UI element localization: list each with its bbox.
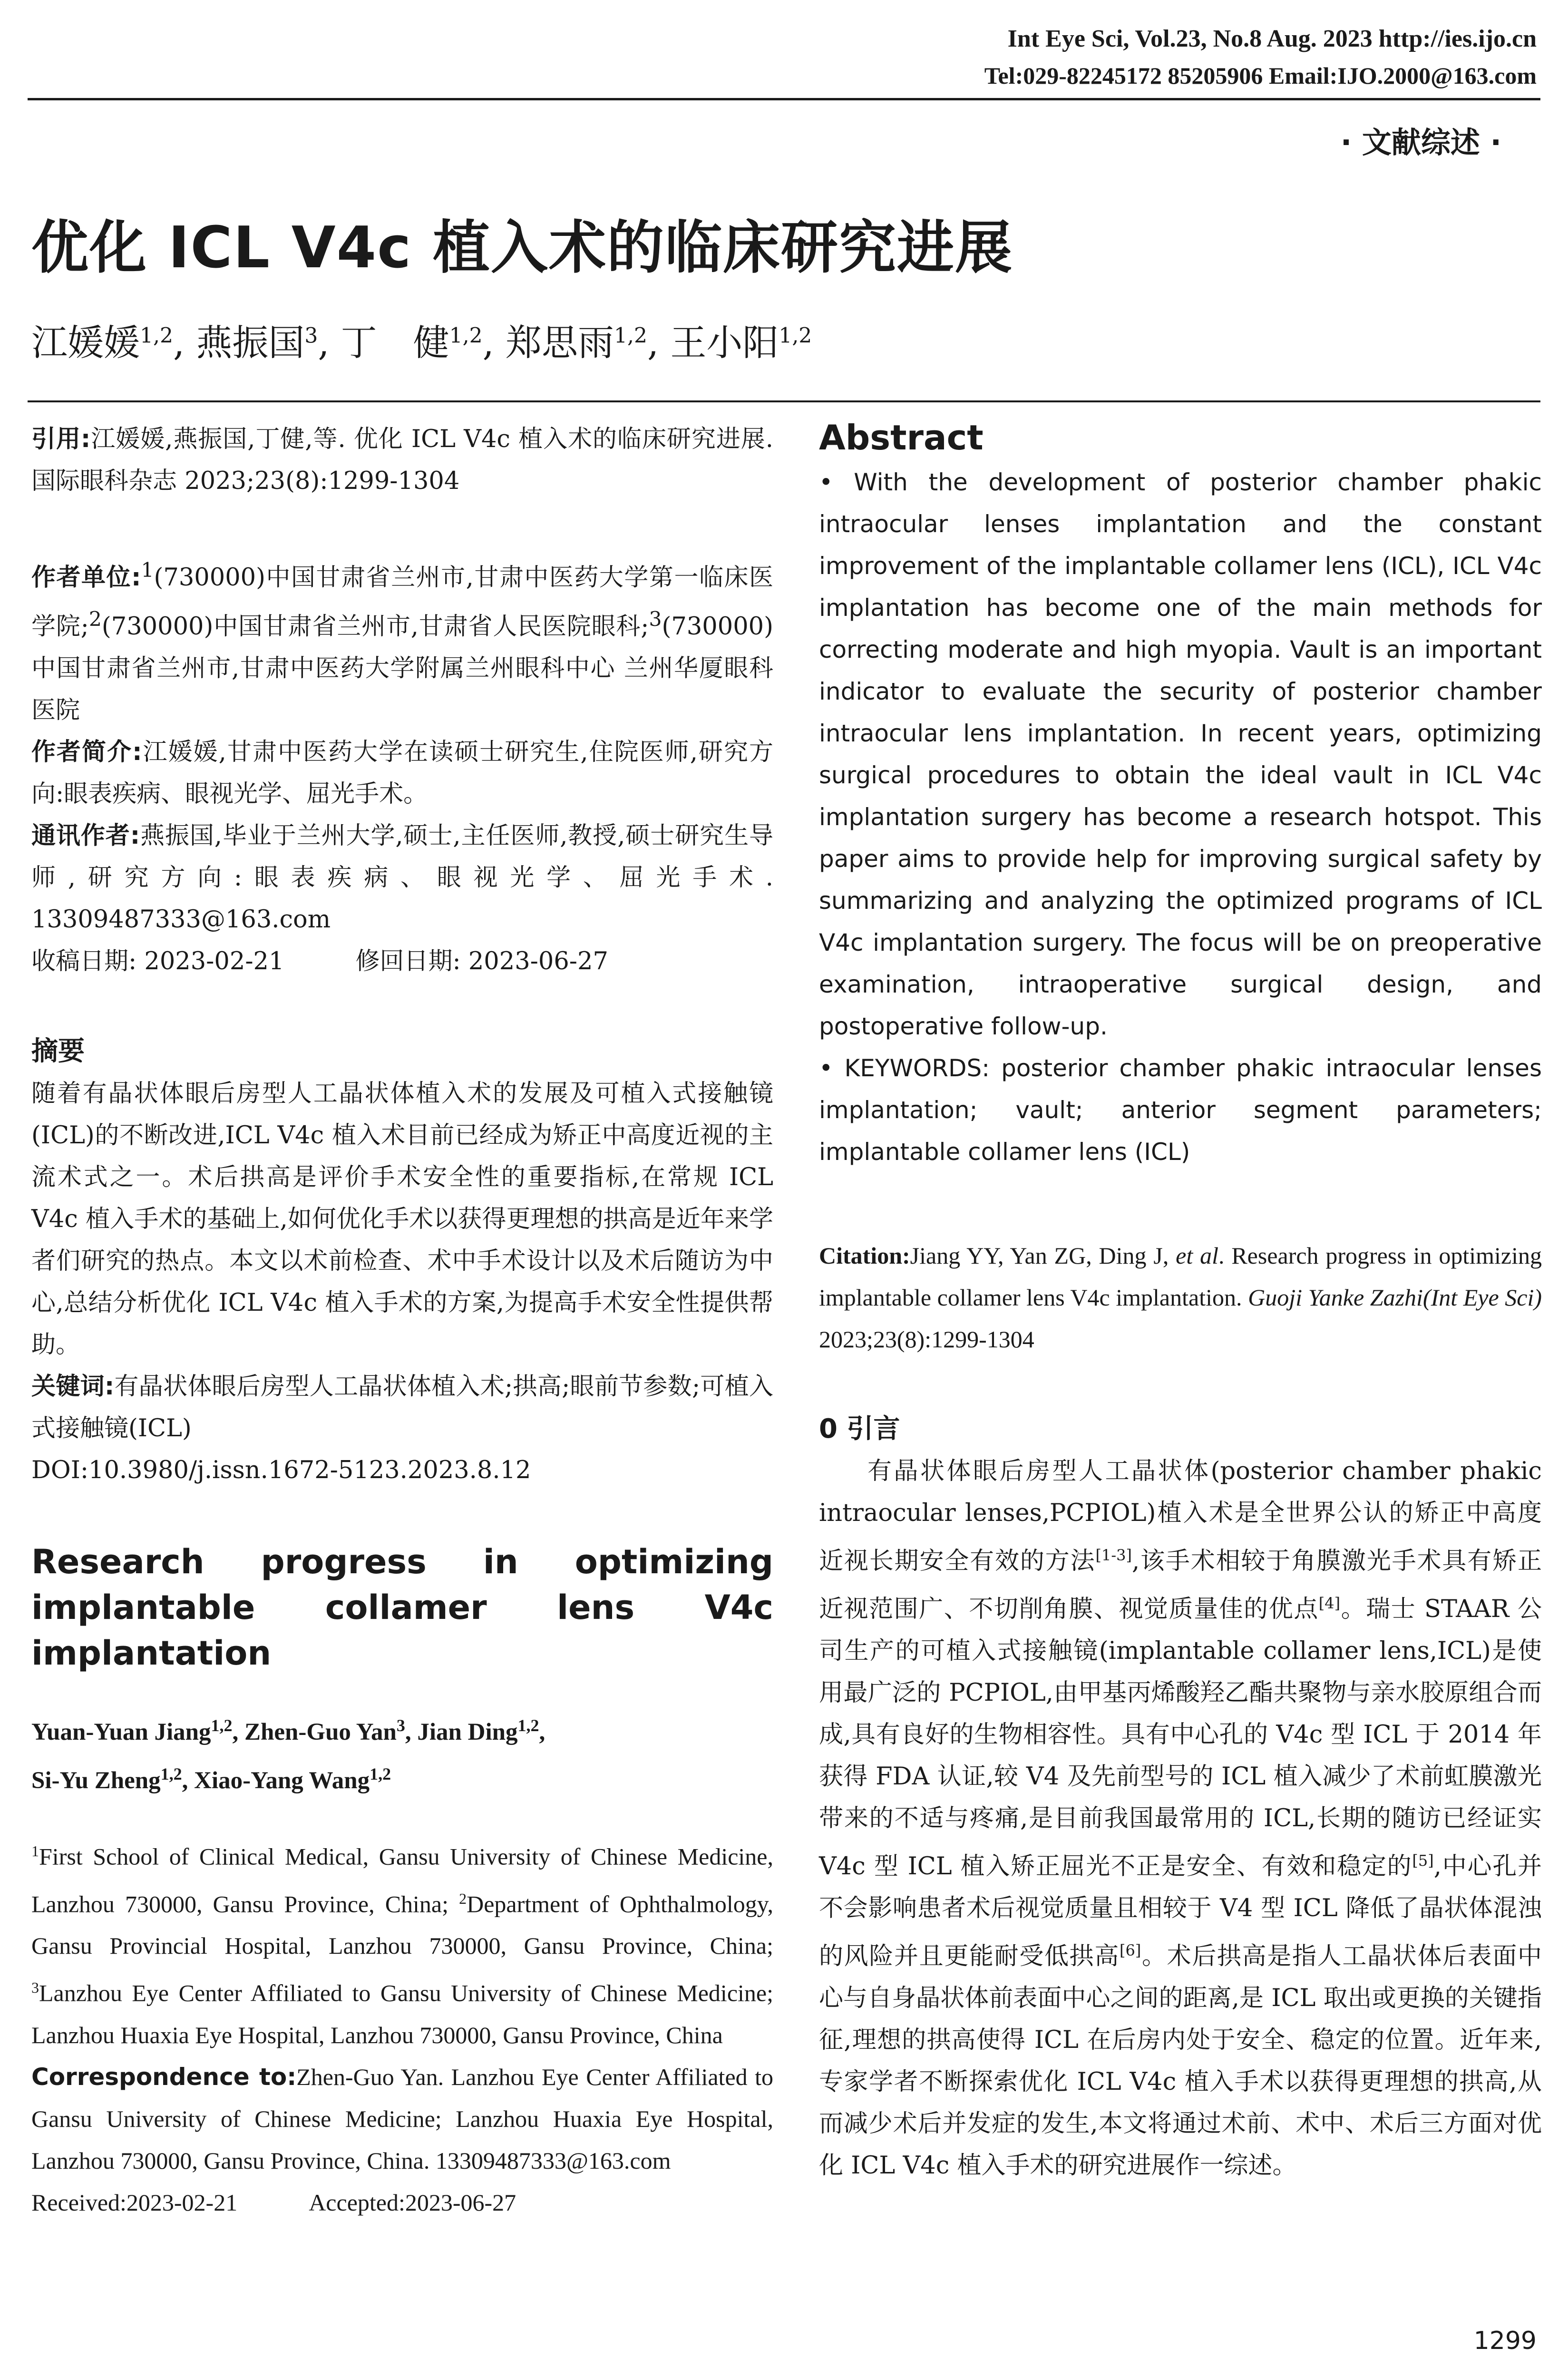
author-en-sup: 1,2 bbox=[517, 1716, 539, 1735]
dates-en bbox=[31, 2182, 773, 2223]
article-title: 优化 ICL V4c 植入术的临床研究进展 bbox=[31, 215, 1013, 281]
reference-marker: [1-3] bbox=[1095, 1546, 1132, 1564]
introduction-heading: 0 引言 bbox=[819, 1413, 900, 1444]
doi: DOI:10.3980/j.issn.1672-5123.2023.8.12 bbox=[31, 1456, 531, 1484]
author-en-sup: 3 bbox=[396, 1716, 405, 1735]
affiliation-en-sup: 2 bbox=[459, 1890, 467, 1907]
author-affiliation-sup: 3 bbox=[304, 323, 318, 348]
citation-cn-label: 引用: bbox=[31, 425, 91, 453]
author-bio-label: 作者简介: bbox=[31, 738, 142, 766]
header-rule bbox=[28, 98, 1540, 100]
affiliation-sup: 3 bbox=[649, 608, 662, 631]
affiliation-en-sup: 3 bbox=[31, 1979, 39, 1997]
author-separator: , bbox=[647, 321, 659, 364]
author-en-sup: 1,2 bbox=[370, 1764, 391, 1783]
author-bio bbox=[31, 731, 773, 815]
intro-text: 。术后拱高是指人工晶状体后表面中心与自身晶状体前表面中心之间的距离,是 ICL 取出或更换的关键指征,理想的拱高使得 ICL 在后房内处于安全、稳定的位置。近年来,专家学者不断探索优化 ICL V4c 植入手术以获得更理想的拱高,从而减少术后并发症的发生,本文将通过术前、术中、术后三方面对优化 ICL V4c 植入手术的研究进展作一综述。 bbox=[819, 1942, 1542, 2180]
abstract-en-heading: Abstract bbox=[819, 418, 984, 458]
corresponding-author-cn-label: 通讯作者: bbox=[31, 822, 140, 850]
intro-text: 有晶状体眼后房型人工晶状体(posterior chamber phakic intraocular lenses,PCPIOL)植入术是全世界公认的矫正中高度近视长期安全有效的方法 bbox=[819, 1457, 1542, 1575]
author-en-name: Jian Ding bbox=[417, 1719, 518, 1745]
left-column bbox=[31, 419, 773, 2223]
citation-en-etal: et al bbox=[1176, 1242, 1218, 1269]
title-rule bbox=[28, 400, 1540, 402]
corresponding-author-cn-text: 燕振国,毕业于兰州大学,硕士,主任医师,教授,硕士研究生导师,研究方向:眼表疾病、眼视光学、屈光手术. 13309487333@163.com bbox=[31, 822, 773, 934]
keywords-cn bbox=[31, 1366, 773, 1450]
keywords-cn-label: 关键词: bbox=[31, 1373, 115, 1401]
author-separator: , bbox=[318, 321, 330, 364]
citation-cn-text: 江媛媛,燕振国,丁健,等. 优化 ICL V4c 植入术的临床研究进展. 国际眼科杂志 2023;23(8):1299-1304 bbox=[31, 425, 773, 495]
affiliation-en-text: Department of Ophthalmology, Gansu Provincial Hospital, Lanzhou 730000, Gansu Province, China; bbox=[31, 1890, 774, 1959]
keywords-cn-text: 有晶状体眼后房型人工晶状体植入术;拱高;眼前节参数;可植入式接触镜(ICL) bbox=[31, 1373, 773, 1442]
author-en-name: Xiao-Yang Wang bbox=[194, 1767, 370, 1794]
affiliation-sup: 1 bbox=[141, 559, 154, 582]
author-en-separator: , bbox=[405, 1719, 418, 1745]
received-date-cn: 收稿日期: 2023-02-21 bbox=[31, 947, 284, 975]
affiliation-text: (730000)中国甘肃省兰州市,甘肃中医药大学第一临床医学院; bbox=[31, 564, 773, 641]
page-number: 1299 bbox=[1473, 2327, 1537, 2355]
right-column bbox=[819, 414, 1542, 2187]
author-affiliation-sup: 1,2 bbox=[614, 323, 647, 348]
author-separator: , bbox=[482, 321, 494, 364]
correspondence-en-text: Zhen-Guo Yan. Lanzhou Eye Center Affiliated to Gansu University of Chinese Medicine; Lanzhou Huaxia Eye Hospital, Lanzhou 730000, Gansu Province, China. 13309487333@163.com bbox=[31, 2063, 773, 2174]
reference-marker: [6] bbox=[1120, 1941, 1141, 1959]
author-bio-text: 江媛媛,甘肃中医药大学在读硕士研究生,住院医师,研究方向:眼表疾病、眼视光学、屈光手术。 bbox=[31, 738, 773, 808]
author-name: 燕振国 bbox=[196, 321, 305, 364]
correspondence-en bbox=[31, 2056, 773, 2182]
author-name: 王小阳 bbox=[670, 321, 779, 364]
author-name: 丁 健 bbox=[341, 321, 449, 364]
accepted-date-en: Accepted:2023-06-27 bbox=[309, 2189, 516, 2216]
correspondence-en-label: Correspondence to: bbox=[31, 2063, 297, 2091]
intro-text: ,中心孔并不会影响患者术后视觉质量且相较于 V4 型 ICL 降低了晶状体混浊的风险并且更能耐受低拱高 bbox=[819, 1852, 1542, 1970]
authors-cn bbox=[31, 314, 812, 366]
reference-marker: [5] bbox=[1412, 1851, 1434, 1870]
abstract-cn-heading: 摘要 bbox=[31, 1036, 85, 1067]
author-separator: , bbox=[173, 321, 185, 364]
citation-cn bbox=[31, 419, 773, 502]
author-en-name: Zhen-Guo Yan bbox=[244, 1719, 397, 1745]
revised-date-cn: 修回日期: 2023-06-27 bbox=[355, 947, 608, 975]
introduction-text bbox=[819, 1451, 1542, 2187]
affiliation-sup: 2 bbox=[88, 608, 102, 631]
author-en-separator: , bbox=[232, 1719, 245, 1745]
abstract-en-text: • With the development of posterior chamber phakic intraocular lenses implantation and the constant improvement of the implantable collamer lens (ICL), ICL V4c implantation has become one of the main methods for correcting moderate and high myopia. Vault is an important indicator to evaluate the security of posterior chamber intraocular lens implantation. In recent years, optimizing surgical procedures to obtain the ideal vault in ICL V4c implantation surgery has become a research hotspot. This paper aims to provide help for improving surgical safety by summarizing and analyzing the optimized programs of ICL V4c implantation surgery. The focus will be on preoperative examination, intraoperative surgical design, and postoperative follow-up. bbox=[819, 468, 1542, 1040]
citation-en-journal: Guoji Yanke Zazhi(Int Eye Sci) bbox=[1248, 1284, 1542, 1311]
author-en-sup: 1,2 bbox=[160, 1764, 182, 1783]
affiliation-cn-label: 作者单位: bbox=[31, 564, 141, 592]
author-en-sup: 1,2 bbox=[211, 1716, 233, 1735]
affiliation-en-text: Lanzhou Eye Center Affiliated to Gansu University of Chinese Medicine; Lanzhou Huaxia Eye Hospital, Lanzhou 730000, Gansu Province, China bbox=[31, 1979, 773, 2048]
column-tag: · 文献综述 · bbox=[1340, 125, 1501, 160]
citation-en-text: . Research progress in optimizing implantable collamer lens V4c implantation. bbox=[819, 1242, 1542, 1311]
citation-en-text: Jiang YY, Yan ZG, Ding J, bbox=[910, 1242, 1176, 1269]
citation-en bbox=[819, 1235, 1542, 1360]
author-affiliation-sup: 1,2 bbox=[140, 323, 173, 348]
author-affiliation-sup: 1,2 bbox=[779, 323, 812, 348]
contact-info-line: Tel:029-82245172 85205906 Email:IJO.2000@163.com bbox=[984, 62, 1537, 89]
author-name: 郑思雨 bbox=[506, 321, 614, 364]
author-en-name: Si-Yu Zheng bbox=[31, 1767, 161, 1794]
corresponding-author-cn bbox=[31, 815, 773, 941]
received-date-en: Received:2023-02-21 bbox=[31, 2189, 238, 2216]
author-en-separator: , bbox=[182, 1767, 195, 1794]
affiliation-en-text: First School of Clinical Medical, Gansu University of Chinese Medicine, Lanzhou 730000, Gansu Province, China; bbox=[31, 1843, 773, 1918]
journal-info-line: Int Eye Sci, Vol.23, No.8 Aug. 2023 http://ies.ijo.cn bbox=[1007, 25, 1537, 52]
intro-text: 。瑞士 STAAR 公司生产的可植入式接触镜(implantable collamer lens,ICL)是使用最广泛的 PCPIOL,由甲基丙烯酸羟乙酯共聚物与亲水胶原组合而成,具有良好的生物相容性。具有中心孔的 V4c 型 ICL 于 2014 年获得 FDA 认证,较 V4 及先前型号的 ICL 植入减少了术前虹膜激光带来的不适与疼痛,是目前我国最常用的 ICL,长期的随访已经证实 V4c 型 ICL 植入矫正屈光不正是安全、有效和稳定的 bbox=[819, 1595, 1542, 1880]
author-en-separator: , bbox=[539, 1719, 545, 1745]
affiliation-en bbox=[31, 1830, 773, 2056]
abstract-cn-text: 随着有晶状体眼后房型人工晶状体植入术的发展及可植入式接触镜(ICL)的不断改进,ICL V4c 植入术目前已经成为矫正中高度近视的主流术式之一。术后拱高是评价手术安全性的重要指标,在常规 ICL V4c 植入手术的基础上,如何优化手术以获得更理想的拱高是近年来学者们研究的热点。本文以术前检查、术中手术设计以及术后随访为中心,总结分析优化 ICL V4c 植入手术的方案,为提高手术安全性提供帮助。 bbox=[31, 1080, 773, 1359]
affiliation-text: (730000)中国甘肃省兰州市,甘肃中医药大学附属兰州眼科中心 兰州华厦眼科医院 bbox=[31, 613, 773, 724]
citation-en-label: Citation: bbox=[819, 1242, 910, 1269]
author-affiliation-sup: 1,2 bbox=[449, 323, 483, 348]
english-title: Research progress in optimizing implantable collamer lens V4c implantation bbox=[31, 1542, 773, 1673]
citation-en-text: 2023;23(8):1299-1304 bbox=[819, 1326, 1034, 1353]
author-name: 江媛媛 bbox=[31, 321, 140, 364]
authors-en bbox=[31, 1705, 773, 1802]
author-en-name: Yuan-Yuan Jiang bbox=[31, 1719, 211, 1745]
reference-marker: [4] bbox=[1318, 1594, 1341, 1612]
abstract-en bbox=[819, 461, 1542, 1173]
dates-cn bbox=[31, 941, 773, 983]
affiliation-text: (730000)中国甘肃省兰州市,甘肃省人民医院眼科; bbox=[101, 613, 649, 641]
keywords-en: • KEYWORDS: posterior chamber phakic intraocular lenses implantation; vault; anterior segment parameters; implantable collamer lens (ICL) bbox=[819, 1054, 1542, 1166]
affiliation-en-sup: 1 bbox=[31, 1842, 39, 1860]
affiliation-cn bbox=[31, 550, 773, 731]
intro-text: ,该手术相较于角膜激光手术具有矫正近视范围广、不切削角膜、视觉质量佳的优点 bbox=[819, 1547, 1542, 1623]
